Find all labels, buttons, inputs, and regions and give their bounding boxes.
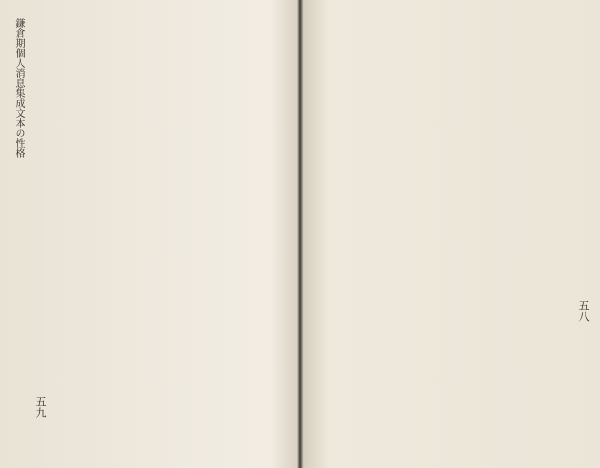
text-column (39, 30, 53, 410)
text-column (322, 30, 336, 410)
running-head: 鎌倉期個人消息集成文本の性格 (13, 18, 24, 158)
right-page (303, 0, 600, 468)
page-number-right: 五八 (577, 300, 590, 322)
page-number-left: 五九 (34, 396, 47, 418)
left-page (0, 0, 298, 468)
